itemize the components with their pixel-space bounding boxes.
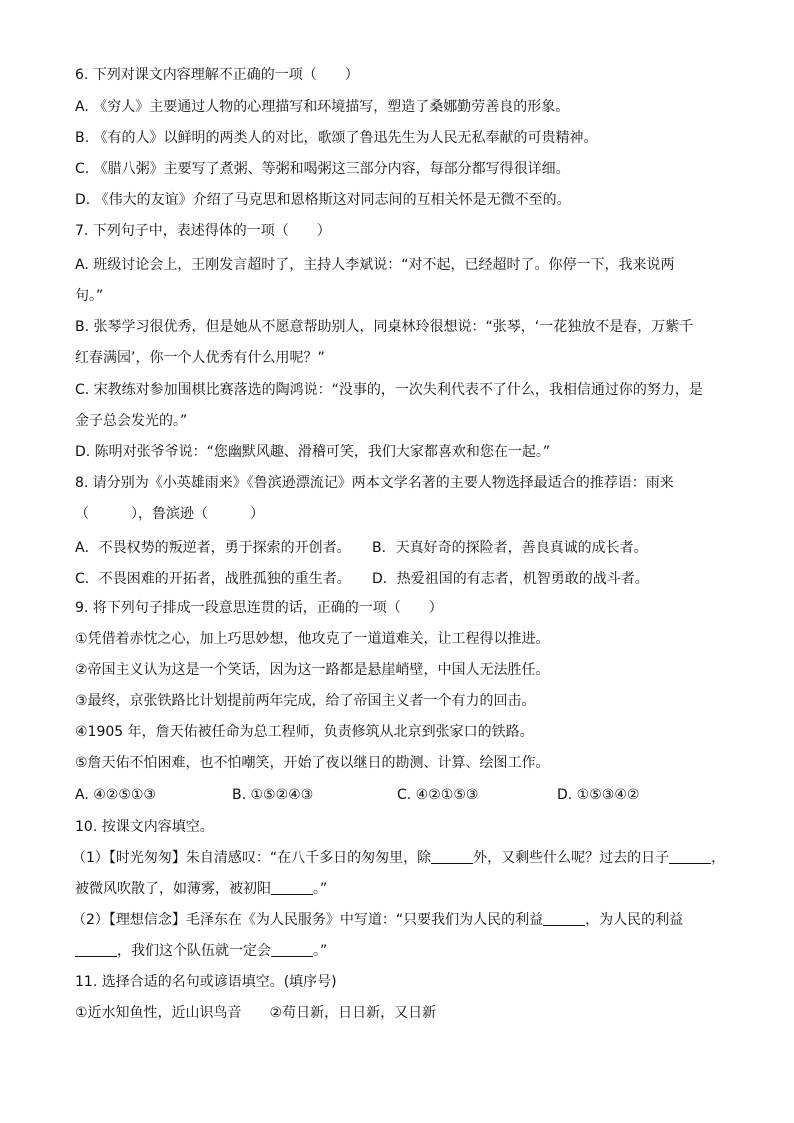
q10-part2-text-a: （2）【理想信念】毛泽东在《为人民服务》中写道：“只要我们为人民的利益 (72, 912, 544, 928)
q11-items: ①近水知鱼性，近山识鸟音 ②苟日新，日日新，又日新 (75, 1005, 437, 1021)
q9-sentence-1: ①凭借着赤忱之心，加上巧思妙想，他攻克了一道道难关，让工程得以推进。 (75, 631, 550, 647)
blank-4[interactable] (543, 911, 585, 926)
q8-option-c: C．不畏困难的开拓者，战胜孤独的重生者。 (75, 571, 351, 587)
blank-2[interactable] (669, 849, 711, 864)
q10-part1-text-c: ， (711, 850, 726, 866)
q9-sentence-3: ③最终，京张铁路比计划提前两年完成，给了帝国主义者一个有力的回击。 (75, 693, 536, 709)
q7-option-b-line2: 红春满园’，你一个人优秀有什么用呢？” (75, 350, 325, 366)
q10-part2-text-c: ，我们这个队伍就一定会 (117, 943, 271, 959)
q7-option-a-line1: A. 班级讨论会上，王刚发言超时了，主持人李斌说：“对不起，已经超时了。你停一下，我来说两 (75, 257, 675, 273)
q6-option-d: D. 《伟大的友谊》介绍了马克思和恩格斯这对同志间的互相关怀是无微不至的。 (75, 192, 571, 208)
q10-part2-line1 (72, 911, 736, 929)
q10-stem: 10. 按课文内容填空。 (75, 819, 214, 835)
q6-stem: 6. 下列对课文内容理解不正确的一项（ ） (75, 67, 359, 83)
q11-stem: 11. 选择合适的名句或谚语填空。(填序号) (75, 974, 337, 990)
blank-6[interactable] (271, 942, 313, 957)
q9-sentence-5: ⑤詹天佑不怕困难，也不怕嘲笑，开始了夜以继日的勘测、计算、绘图工作。 (75, 755, 550, 771)
q9-option-b: B. ①⑤②④③ (232, 787, 314, 803)
q7-option-d: D. 陈明对张爷爷说：“您幽默风趣、滑稽可笑，我们大家都喜欢和您在一起。” (75, 444, 551, 460)
q8-stem-line2: （ ），鲁滨逊（ ） (75, 506, 264, 522)
q10-part2-line2 (75, 942, 735, 960)
q9-option-c: C. ④②①⑤③ (397, 787, 479, 803)
q6-option-a: A. 《穷人》主要通过人物的心理描写和环境描写，塑造了桑娜勤劳善良的形象。 (75, 99, 570, 115)
q6-option-c: C. 《腊八粥》主要写了煮粥、等粥和喝粥这三部分内容，每部分都写得很详细。 (75, 161, 570, 177)
q8-option-d: D．热爱祖国的有志者，机智勇敢的战斗者。 (372, 571, 649, 587)
q10-part1-line2 (75, 880, 735, 898)
q6-option-b: B. 《有的人》以鲜明的两类人的对比，歌颂了鲁迅先生为人民无私奉献的可贵精神。 (75, 130, 598, 146)
blank-5[interactable] (75, 942, 117, 957)
q8-option-a: A．不畏权势的叛逆者，勇于探索的开创者。 (75, 540, 351, 556)
q8-option-b: B．天真好奇的探险者，善良真诚的成长者。 (372, 540, 648, 556)
q10-part1-text-a: （1）【时光匆匆】朱自清感叹：“在八千多日的匆匆里，除 (72, 850, 432, 866)
q10-part2-text-d: 。” (313, 943, 328, 959)
q10-part1-text-e: 。” (313, 881, 328, 897)
q9-option-a: A. ④②⑤①③ (75, 787, 156, 803)
q7-option-c-line1: C. 宋教练对参加围棋比赛落选的陶鸿说：“没事的，一次失利代表不了什么，我相信通过你的努力，是 (75, 382, 703, 398)
q8-stem-line1: 8. 请分别为《小英雄雨来》《鲁滨逊漂流记》两本文学名著的主要人物选择最适合的推荐语：雨来 (75, 475, 674, 491)
q10-part1-line1 (72, 849, 736, 867)
q7-option-b-line1: B. 张琴学习很优秀，但是她从不愿意帮助别人，同桌林玲很想说：“张琴，‘一花独放不是春，万紫千 (75, 319, 694, 335)
q7-stem: 7. 下列句子中，表述得体的一项（ ） (75, 223, 331, 239)
q9-sentence-4: ④1905 年，詹天佑被任命为总工程师，负责修筑从北京到张家口的铁路。 (75, 724, 534, 740)
blank-3[interactable] (271, 880, 313, 895)
q9-option-d: D. ①⑤③④② (557, 787, 640, 803)
q9-sentence-2: ②帝国主义认为这是一个笑话，因为这一路都是悬崖峭壁，中国人无法胜任。 (75, 662, 550, 678)
blank-1[interactable] (431, 849, 473, 864)
q9-stem: 9. 将下列句子排成一段意思连贯的话，正确的一项（ ） (75, 600, 443, 616)
q10-part1-text-d: 被微风吹散了，如薄雾，被初阳 (75, 881, 271, 897)
q7-option-c-line2: 金子总会发光的。” (75, 413, 188, 429)
q7-option-a-line2: 句。” (75, 288, 104, 304)
q10-part2-text-b: ，为人民的利益 (585, 912, 684, 928)
q10-part1-text-b: 外，又剩些什么呢？过去的日子 (473, 850, 670, 866)
